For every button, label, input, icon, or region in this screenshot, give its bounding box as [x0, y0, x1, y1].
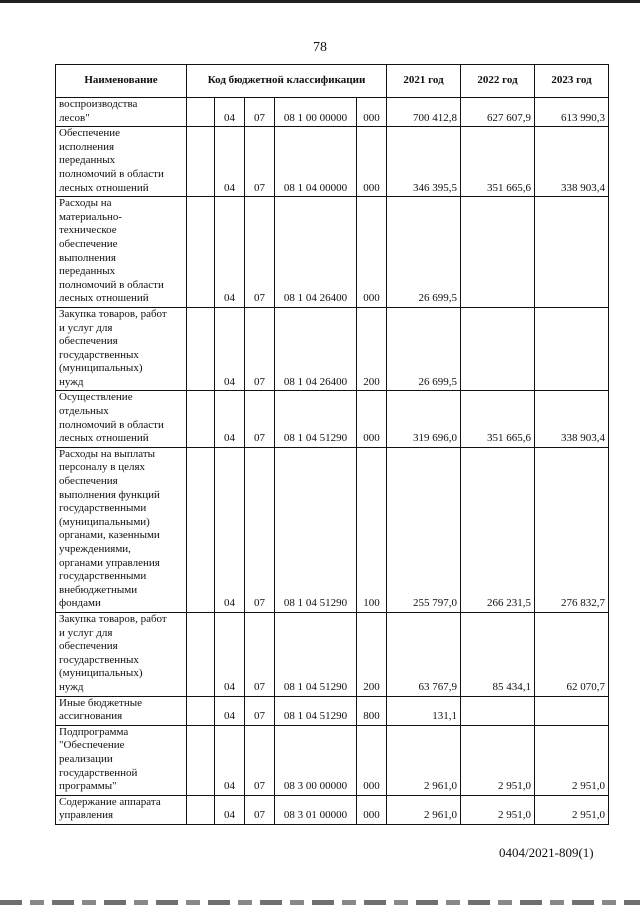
cell-subsection: 07	[245, 127, 275, 197]
cell-2022: 266 231,5	[461, 447, 535, 612]
cell-name-line: обеспечения	[59, 640, 118, 653]
table-row	[56, 391, 609, 447]
table-body	[56, 98, 609, 825]
cell-name-line: программы"	[59, 780, 117, 793]
cell-name-line: воспроизводства	[59, 98, 138, 110]
cell-name-line: государственной	[59, 766, 138, 779]
cell-name-line: Закупка товаров, работ	[59, 612, 167, 625]
cell-2023: 338 903,4	[535, 391, 609, 447]
cell-name-line: Иные бюджетные	[59, 696, 143, 709]
cell-name-line: обеспечения	[59, 475, 118, 488]
cell-name-line: государственных	[59, 653, 139, 666]
cell-2021: 255 797,0	[387, 447, 461, 612]
cell-2021: 2 961,0	[387, 725, 461, 795]
cell-name-line: Осуществление	[59, 391, 133, 404]
cell-2023: 62 070,7	[535, 612, 609, 696]
cell-subsection: 07	[245, 725, 275, 795]
cell-expense-type: 000	[357, 197, 387, 308]
cell-name-line: государственными	[59, 570, 147, 583]
cell-name	[56, 127, 187, 197]
cell-name-line: и услуг для	[59, 321, 113, 334]
cell-name-line: учреждениями,	[59, 543, 131, 555]
cell-chapter: 04	[215, 391, 245, 447]
cell-name	[56, 98, 187, 127]
cell-name-line: обеспечение	[59, 237, 118, 250]
cell-name-line: Обеспечение	[59, 127, 120, 140]
cell-name	[56, 725, 187, 795]
cell-2021: 26 699,5	[387, 197, 461, 308]
cell-expense-type: 100	[357, 447, 387, 612]
cell-name-line: полномочий в области	[59, 278, 164, 291]
cell-name-line: Расходы на выплаты	[59, 447, 156, 460]
cell-name-line: нужд	[59, 375, 84, 388]
cell-name-line: нужд	[59, 680, 84, 693]
cell-2022: 351 665,6	[461, 127, 535, 197]
cell-expense-type: 200	[357, 307, 387, 391]
cell-expense-type: 000	[357, 725, 387, 795]
cell-target-article: 08 1 04 51290	[275, 447, 357, 612]
cell-2023: 2 951,0	[535, 725, 609, 795]
document-code: 0404/2021-809(1)	[499, 845, 594, 860]
cell-2022: 627 607,9	[461, 98, 535, 127]
cell-2023	[535, 197, 609, 308]
cell-name-line: органами, казенными	[59, 529, 160, 542]
cell-name-line: Содержание аппарата	[59, 795, 161, 808]
cell-target-article: 08 1 04 00000	[275, 127, 357, 197]
cell-2022: 85 434,1	[461, 612, 535, 696]
table-row	[56, 98, 609, 127]
cell-expense-type: 800	[357, 696, 387, 725]
cell-target-article: 08 3 01 00000	[275, 795, 357, 824]
cell-name-line: (муниципальных)	[59, 362, 143, 375]
cell-2023: 2 951,0	[535, 795, 609, 824]
cell-2022	[461, 307, 535, 391]
table-row	[56, 197, 609, 308]
cell-expense-type: 000	[357, 391, 387, 447]
cell-name-line: обеспечения	[59, 335, 118, 348]
cell-name-line: Подпрограмма	[59, 725, 129, 738]
cell-name	[56, 197, 187, 308]
cell-subsection: 07	[245, 447, 275, 612]
cell-target-article: 08 1 04 26400	[275, 307, 357, 391]
cell-2021: 346 395,5	[387, 127, 461, 197]
cell-chapter: 04	[215, 307, 245, 391]
cell-section	[187, 391, 215, 447]
cell-name-line: выполнения функций	[59, 488, 160, 501]
cell-name-line: персоналу в целях	[59, 461, 146, 474]
cell-name-line: полномочий в области	[59, 418, 164, 431]
cell-subsection: 07	[245, 98, 275, 127]
cell-name	[56, 391, 187, 447]
cell-name-line: материально-	[59, 210, 123, 223]
cell-name-line: государственными	[59, 502, 147, 515]
cell-name-line: фондами	[59, 597, 101, 610]
cell-2023: 613 990,3	[535, 98, 609, 127]
cell-name-line: ассигнования	[59, 710, 123, 723]
cell-2021: 2 961,0	[387, 795, 461, 824]
cell-2022: 351 665,6	[461, 391, 535, 447]
cell-name	[56, 447, 187, 612]
cell-section	[187, 795, 215, 824]
cell-expense-type: 200	[357, 612, 387, 696]
cell-target-article: 08 1 04 51290	[275, 391, 357, 447]
page-number: 78	[313, 40, 327, 55]
cell-name-line: отдельных	[59, 405, 109, 418]
table-row	[56, 725, 609, 795]
cell-section	[187, 447, 215, 612]
cell-chapter: 04	[215, 447, 245, 612]
cell-name-line: выполнения	[59, 251, 116, 264]
cell-expense-type: 000	[357, 98, 387, 127]
cell-2022: 2 951,0	[461, 795, 535, 824]
cell-target-article: 08 3 00 00000	[275, 725, 357, 795]
cell-name	[56, 307, 187, 391]
header-name: Наименование	[56, 65, 187, 98]
cell-subsection: 07	[245, 795, 275, 824]
cell-2021: 131,1	[387, 696, 461, 725]
cell-name-line: лесных отношений	[59, 292, 149, 305]
cell-target-article: 08 1 00 00000	[275, 98, 357, 127]
cell-name-line: полномочий в области	[59, 167, 164, 180]
cell-2021: 26 699,5	[387, 307, 461, 391]
cell-chapter: 04	[215, 127, 245, 197]
cell-name-line: исполнения	[59, 140, 115, 153]
cell-target-article: 08 1 04 51290	[275, 612, 357, 696]
cell-subsection: 07	[245, 307, 275, 391]
cell-name-line: органами управления	[59, 556, 160, 569]
cell-name-line: лесов"	[59, 111, 90, 124]
cell-chapter: 04	[215, 612, 245, 696]
header-2023: 2023 год	[535, 65, 609, 98]
cell-target-article: 08 1 04 51290	[275, 696, 357, 725]
cell-chapter: 04	[215, 197, 245, 308]
cell-name-line: переданных	[59, 265, 116, 278]
cell-expense-type: 000	[357, 795, 387, 824]
cell-section	[187, 696, 215, 725]
cell-name	[56, 795, 187, 824]
cell-chapter: 04	[215, 696, 245, 725]
cell-2021: 63 767,9	[387, 612, 461, 696]
cell-name-line: переданных	[59, 154, 116, 167]
cell-section	[187, 127, 215, 197]
cell-subsection: 07	[245, 391, 275, 447]
cell-2022: 2 951,0	[461, 725, 535, 795]
cell-name-line: Расходы на	[59, 197, 112, 210]
scan-bottom-edge	[0, 900, 640, 905]
cell-name-line: лесных отношений	[59, 432, 149, 445]
cell-expense-type: 000	[357, 127, 387, 197]
table-row	[56, 127, 609, 197]
table-row	[56, 307, 609, 391]
table-header-row	[56, 65, 609, 98]
cell-2021: 700 412,8	[387, 98, 461, 127]
cell-name-line: и услуг для	[59, 626, 113, 639]
table-row	[56, 612, 609, 696]
table-row	[56, 447, 609, 612]
cell-name-line: внебюджетными	[59, 583, 138, 596]
cell-name	[56, 612, 187, 696]
cell-subsection: 07	[245, 197, 275, 308]
cell-2022	[461, 197, 535, 308]
scan-top-edge	[0, 0, 640, 3]
cell-2023	[535, 696, 609, 725]
cell-name-line: (муниципальных)	[59, 667, 143, 680]
cell-section	[187, 612, 215, 696]
table-row	[56, 696, 609, 725]
cell-section	[187, 197, 215, 308]
cell-section	[187, 725, 215, 795]
cell-subsection: 07	[245, 696, 275, 725]
cell-section	[187, 98, 215, 127]
cell-2023	[535, 307, 609, 391]
cell-target-article: 08 1 04 26400	[275, 197, 357, 308]
cell-name	[56, 696, 187, 725]
cell-chapter: 04	[215, 98, 245, 127]
header-2021: 2021 год	[387, 65, 461, 98]
cell-section	[187, 307, 215, 391]
header-2022: 2022 год	[461, 65, 535, 98]
cell-name-line: реализации	[59, 752, 113, 765]
cell-name-line: лесных отношений	[59, 181, 149, 194]
cell-2023: 338 903,4	[535, 127, 609, 197]
cell-chapter: 04	[215, 795, 245, 824]
budget-table	[55, 64, 609, 825]
table-row	[56, 795, 609, 824]
header-code: Код бюджетной классификации	[187, 65, 387, 98]
cell-2023: 276 832,7	[535, 447, 609, 612]
cell-name-line: государственных	[59, 348, 139, 361]
cell-chapter: 04	[215, 725, 245, 795]
cell-2022	[461, 696, 535, 725]
cell-name-line: управления	[59, 809, 114, 822]
cell-name-line: "Обеспечение	[59, 739, 125, 752]
cell-name-line: Закупка товаров, работ	[59, 307, 167, 320]
cell-name-line: техническое	[59, 224, 117, 237]
cell-name-line: (муниципальными)	[59, 515, 150, 528]
cell-subsection: 07	[245, 612, 275, 696]
cell-2021: 319 696,0	[387, 391, 461, 447]
